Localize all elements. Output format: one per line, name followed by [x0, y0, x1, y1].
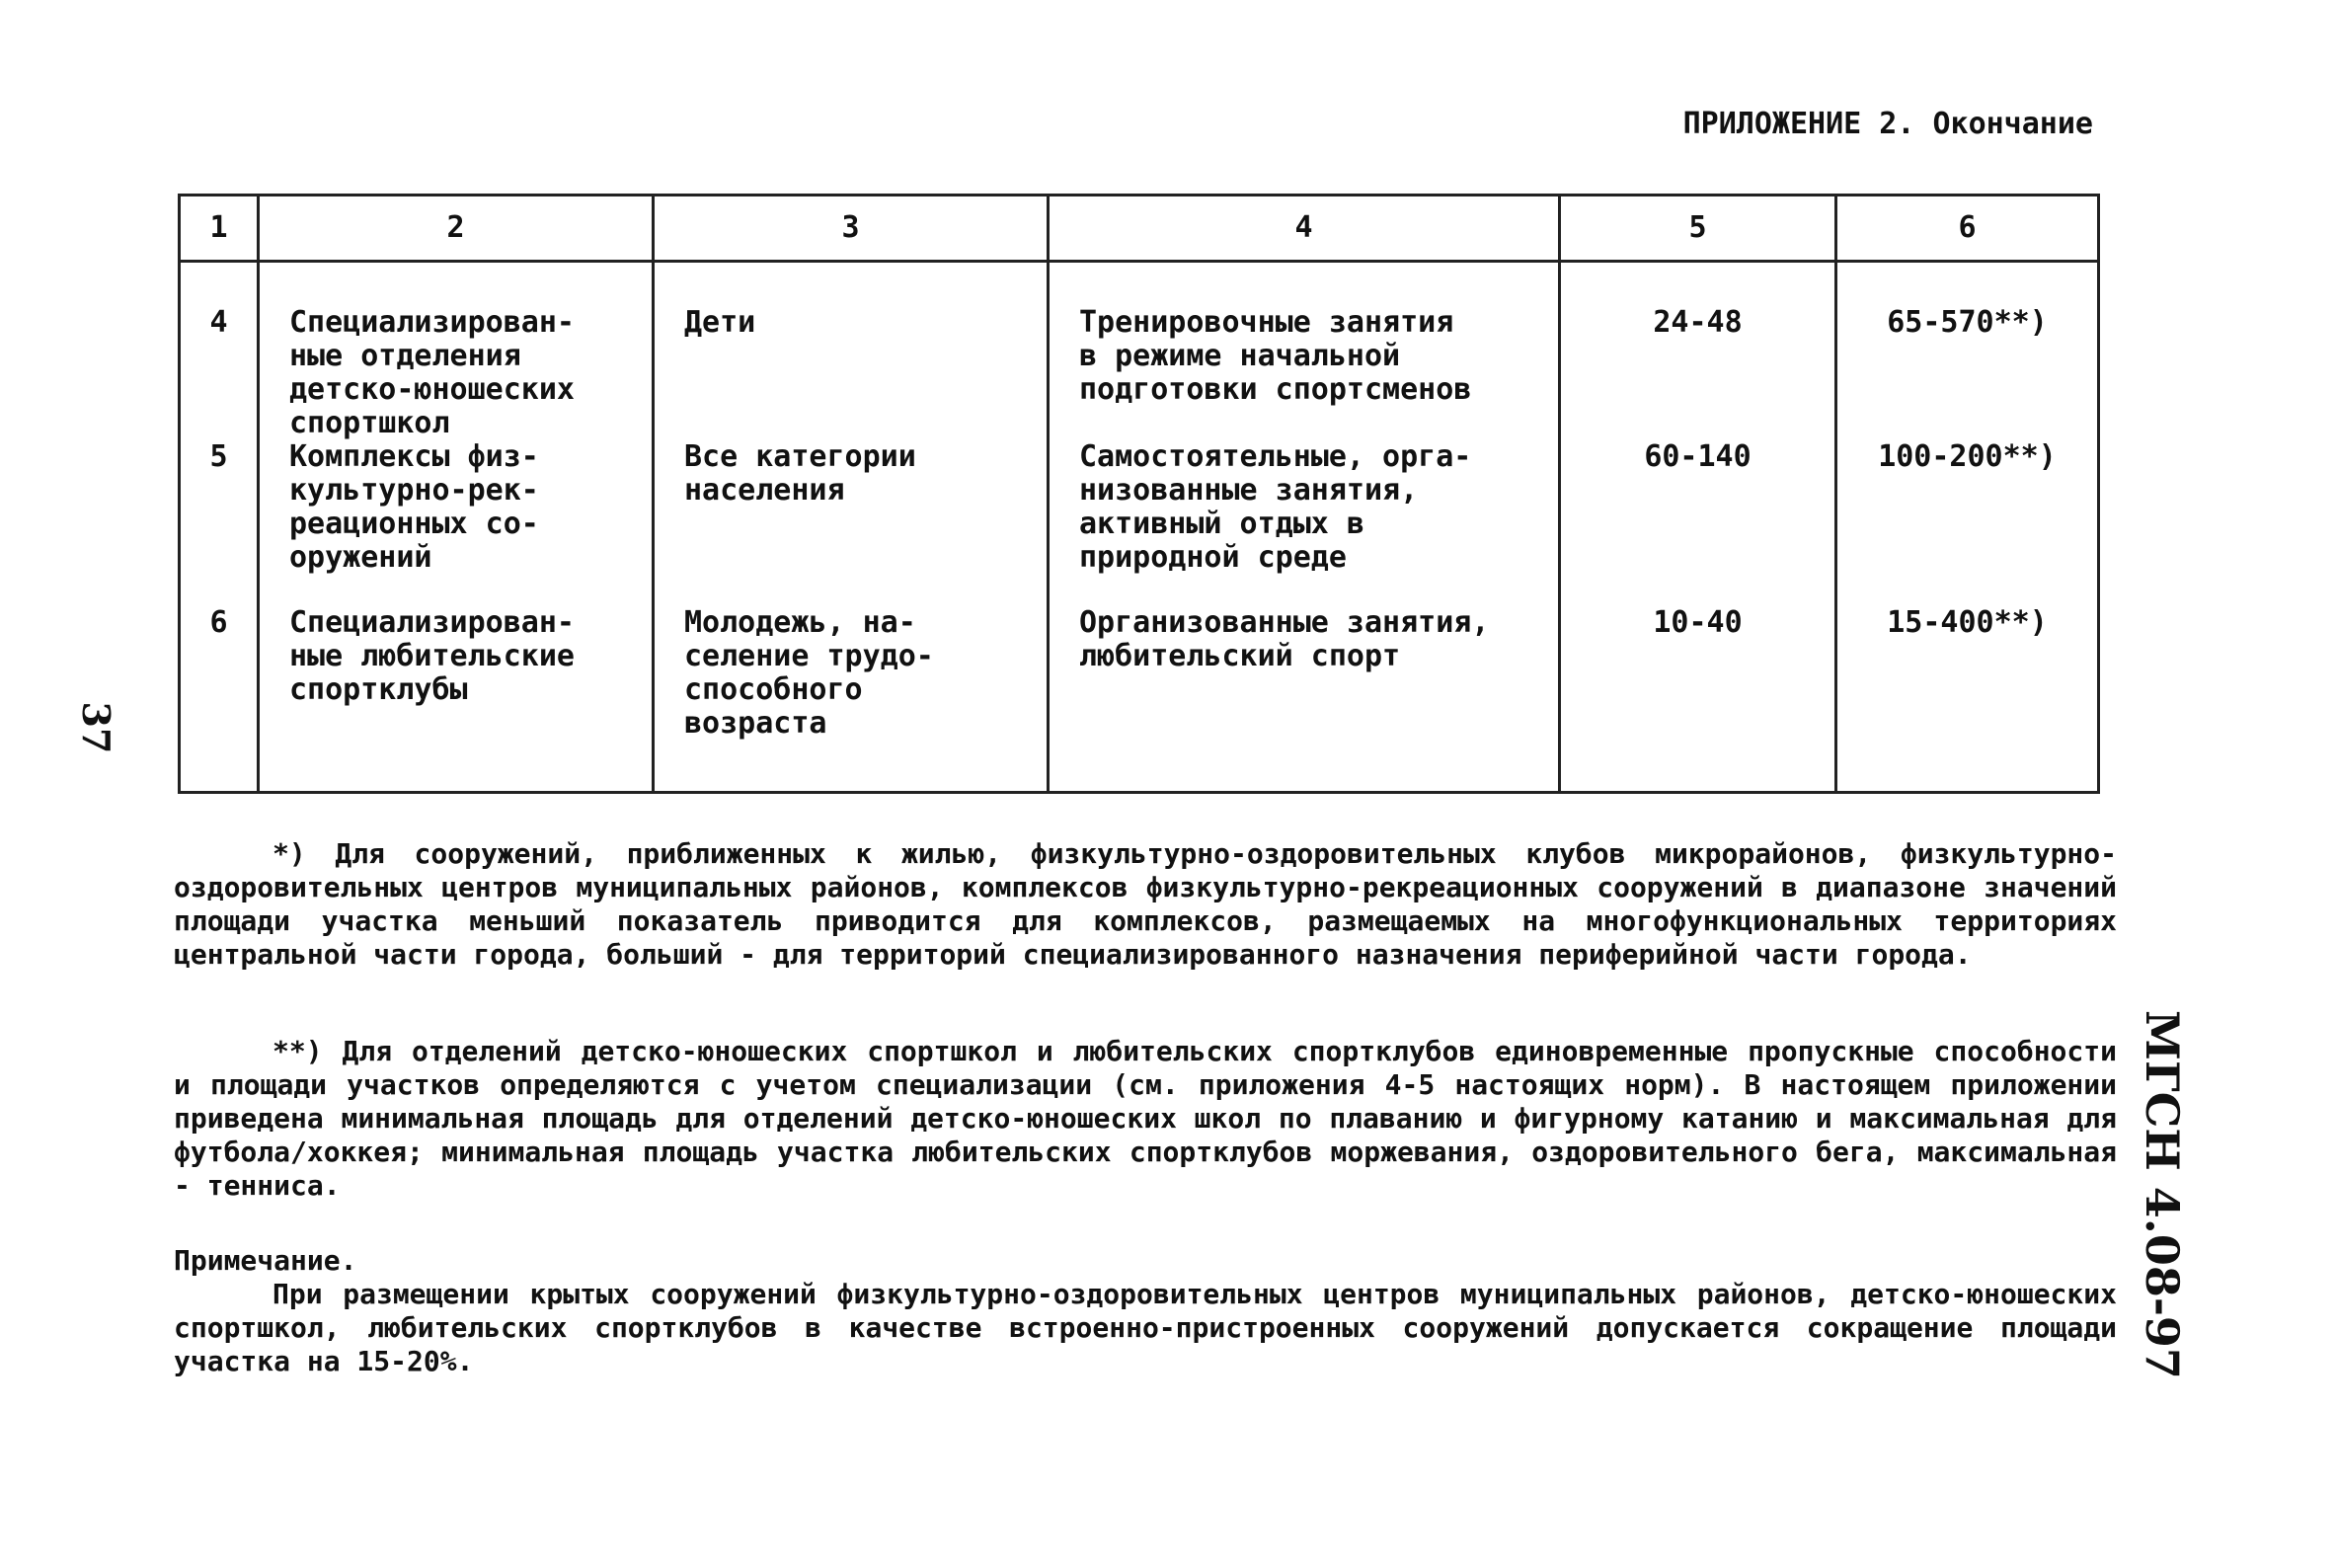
column-header-3: 3: [654, 196, 1049, 262]
note-text: При размещении крытых сооружений физкультурно-оздоровительных центров муниципальных районов, детско-юношеских спортшкол, любительских спортклубов в качестве встроенно-пристроенных сооружений допускается сокращение площади участка на 15-20%.: [174, 1278, 2117, 1377]
facility-name: Специализирован- ные отделения детско-юношеских спортшкол: [259, 262, 654, 441]
note-title: Примечание.: [174, 1244, 357, 1277]
capacity: 24-48: [1560, 262, 1836, 441]
appendix-header: ПРИЛОЖЕНИЕ 2. Окончание: [1682, 107, 2093, 141]
table-row: [180, 606, 2099, 793]
row-number: 4: [180, 262, 259, 441]
row-number: 5: [180, 440, 259, 606]
row-number: 6: [180, 606, 259, 793]
facility-name: Специализирован- ные любительские спортклубы: [259, 606, 654, 793]
column-header-1: 1: [180, 196, 259, 262]
audience: Все категории населения: [654, 440, 1049, 606]
column-header-6: 6: [1836, 196, 2099, 262]
table-header-row: [180, 196, 2099, 262]
activity: Тренировочные занятия в режиме начальной подготовки спортсменов: [1049, 262, 1560, 441]
site-area: 15-400**): [1836, 606, 2099, 793]
site-area: 100-200**): [1836, 440, 2099, 606]
activity: Самостоятельные, орга- низованные занятия, активный отдых в природной среде: [1049, 440, 1560, 606]
appendix-table: [178, 194, 2100, 794]
audience: Молодежь, на- селение трудо- способного возраста: [654, 606, 1049, 793]
facility-name: Комплексы физ- культурно-рек- реационных со- оружений: [259, 440, 654, 606]
page-number: 37: [74, 701, 118, 754]
site-area: 65-570**): [1836, 262, 2099, 441]
capacity: 10-40: [1560, 606, 1836, 793]
capacity: 60-140: [1560, 440, 1836, 606]
column-header-2: 2: [259, 196, 654, 262]
activity: Организованные занятия, любительский спорт: [1049, 606, 1560, 793]
audience: Дети: [654, 262, 1049, 441]
footnote-single-asterisk: *) Для сооружений, приближенных к жилью, физкультурно-оздоровительных клубов микрорайонов, физкультурно-оздоровительных центров муниципальных районов, комплексов физкультурно-рекреационных сооружений в диапазоне значений площади участка меньший показатель приводится для комплексов, размещаемых на многофункциональных территориях центральной части города, больший - для территорий специализированного назначения периферийной части города.: [174, 837, 2117, 971]
table-row: [180, 440, 2099, 606]
column-header-4: 4: [1049, 196, 1560, 262]
footnote-double-asterisk: **) Для отделений детско-юношеских спортшкол и любительских спортклубов единовременные пропускные способности и площади участков определяются с учетом специализации (см. приложения 4-5 настоящих норм). В настоящем приложении приведена минимальная площадь для отделений детско-юношеских школ по плаванию и фигурному катанию и максимальная для футбола/хоккея; минимальная площадь участка любительских спортклубов моржевания, оздоровительного бега, максимальная - тенниса.: [174, 1035, 2117, 1202]
table-row: [180, 262, 2099, 441]
document-code: МГСН 4.08-97: [2136, 1010, 2189, 1379]
column-header-5: 5: [1560, 196, 1836, 262]
